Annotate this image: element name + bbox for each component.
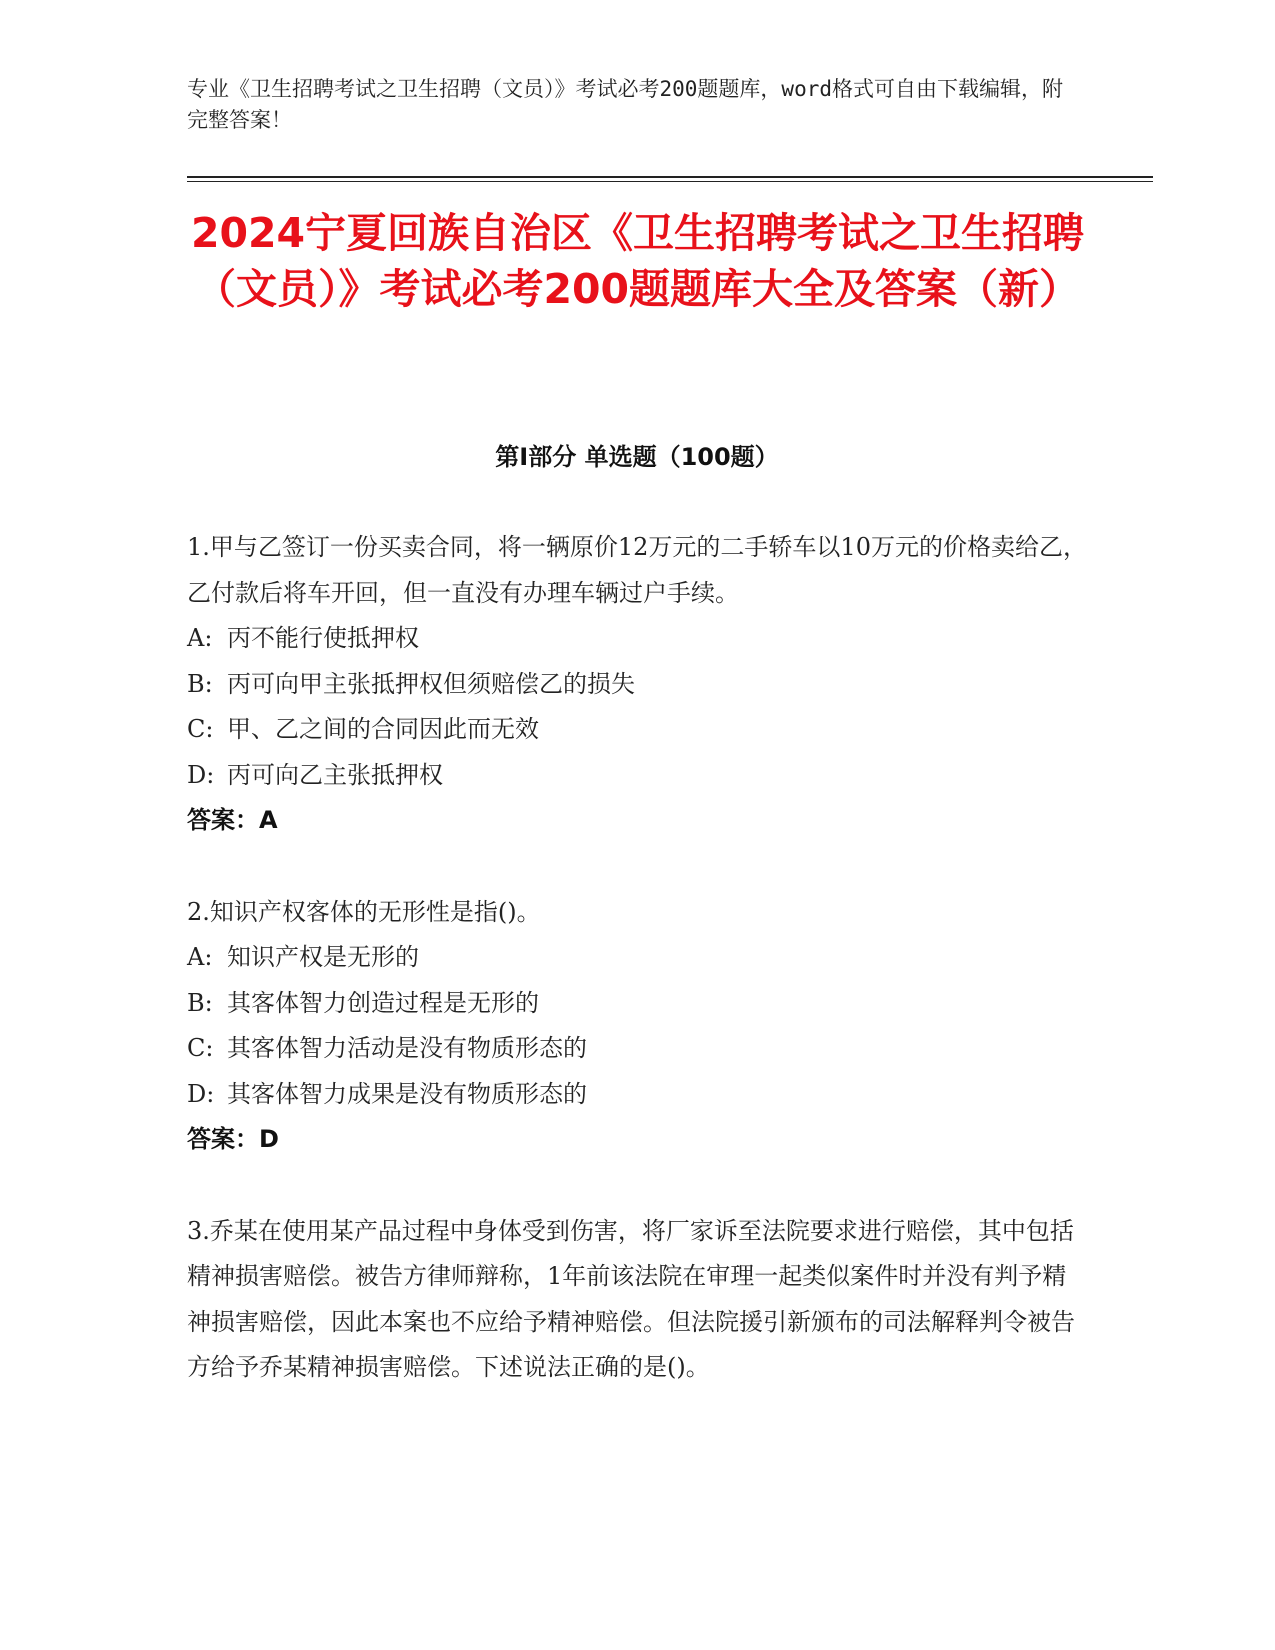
option-key: B: [187,988,213,1017]
option-key: D: [187,760,215,789]
option-key: D: [187,1079,215,1108]
question-stem: 1.甲与乙签订一份买卖合同，将一辆原价12万元的二手轿车以10万元的价格卖给乙，乙付款后将车开回，但一直没有办理车辆过户手续。 [187,533,1087,607]
option-text: 甲、乙之间的合同因此而无效 [227,715,539,743]
document-title: 2024宁夏回族自治区《卫生招聘考试之卫生招聘（文员）》考试必考200题题库大全及答案（新） [190,209,1085,313]
header-note: 专业《卫生招聘考试之卫生招聘（文员）》考试必考200题题库，word格式可自由下载编辑，附完整答案！ [187,77,1063,132]
answer-line: 答案：D [187,1125,279,1153]
option-c [187,1026,1087,1072]
option-key: C: [187,1034,214,1062]
option-key: A: [187,943,213,971]
option-a [187,616,1087,662]
option-text: 丙可向乙主张抵押权 [227,760,443,789]
option-d [187,1072,1087,1118]
option-text: 丙可向甲主张抵押权但须赔偿乙的损失 [227,669,635,698]
option-text: 其客体智力创造过程是无形的 [227,988,539,1017]
option-text: 其客体智力活动是没有物质形态的 [227,1034,587,1062]
question-stem: 2.知识产权客体的无形性是指()。 [187,897,541,926]
option-c [187,707,1087,753]
option-b [187,662,1087,708]
header-divider-thin [187,181,1153,182]
option-text: 其客体智力成果是没有物质形态的 [227,1079,587,1108]
answer-line: 答案：A [187,806,278,834]
option-d [187,753,1087,799]
option-b [187,981,1087,1027]
question-2 [187,890,1087,1163]
option-key: A: [187,624,213,652]
option-a [187,935,1087,981]
question-3 [187,1209,1087,1391]
question-stem: 3.乔某在使用某产品过程中身体受到伤害，将厂家诉至法院要求进行赔偿，其中包括精神损害赔偿。被告方律师辩称，1年前该法院在审理一起类似案件时并没有判予精神损害赔偿，因此本案也不应给予精神赔偿。但法院援引新颁布的司法解释判令被告方给予乔某精神损害赔偿。下述说法正确的是()。 [187,1216,1075,1381]
option-key: B: [187,669,213,698]
question-list [187,525,1087,1437]
option-text: 丙不能行使抵押权 [227,624,419,652]
section-title: 第Ⅰ部分 单选题（100题） [495,443,779,471]
option-text: 知识产权是无形的 [227,943,419,971]
header-divider-thick [187,176,1153,178]
option-key: C: [187,715,214,743]
question-1 [187,525,1087,844]
